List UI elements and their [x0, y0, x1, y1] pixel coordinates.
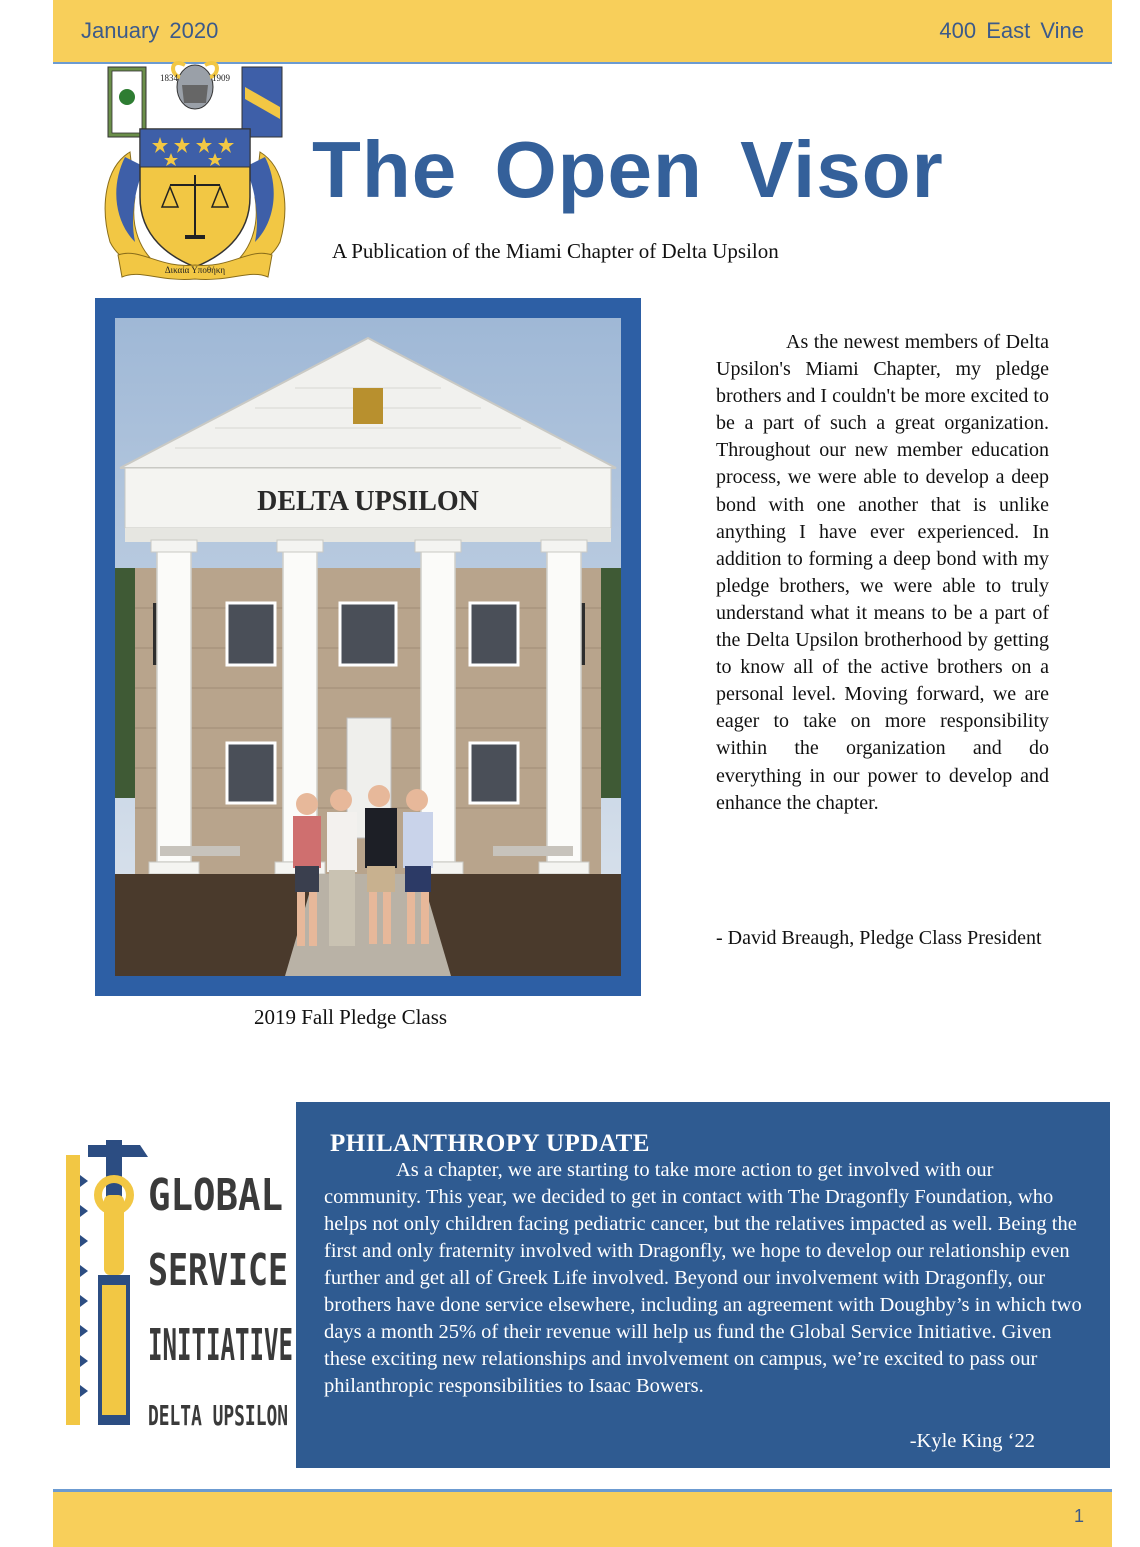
gsi-line-global: GLOBAL [148, 1170, 283, 1221]
page-number: 1 [1073, 1506, 1084, 1526]
delta-upsilon-crest-logo [100, 57, 290, 282]
pledge-class-photo [115, 318, 621, 976]
gsi-line-delta-upsilon: DELTA UPSILON [148, 1399, 288, 1432]
newsletter-subtitle: A Publication of the Miami Chapter of Delta Upsilon [332, 239, 779, 263]
philanthropy-heading: PHILANTHROPY UPDATE [330, 1130, 650, 1157]
crest-year-left: 1834 [160, 73, 178, 83]
gsi-line-service: SERVICE [148, 1245, 288, 1296]
page-footer [53, 1489, 1112, 1547]
philanthropy-signature: -Kyle King ‘22 [909, 1430, 1035, 1452]
issue-date: January 2020 [81, 18, 219, 43]
gsi-line-initiative: INITIATIVE [148, 1320, 293, 1371]
philanthropy-body: As a chapter, we are starting to take more action to get involved with our community. This year, we decided to get in contact with The Dragonfly Foundation, who helps not only children facing pediatric cancer, but the relatives impacted as well. Being the first and only fraternity involved with Dragonfly, we hope to develop our relationship even further and get all of Greek Life involved. Beyond our involvement with Dragonfly, our brothers have done service elsewhere, including an agreement with Doughby’s in which two days a month 25% of their revenue will help us fund the Global Service Initiative. Given these exciting new relationships and involvement on campus, we’re excited to pass our philanthropic responsibilities to Isaac Bowers. [324, 1159, 1082, 1397]
pledge-article-author: - David Breaugh, Pledge Class President [716, 927, 1042, 949]
crest-motto: Δικαία Υποθήκη [164, 265, 226, 275]
house-sign-text: DELTA UPSILON [257, 486, 479, 517]
philanthropy-box [296, 1102, 1110, 1468]
chapter-address: 400 East Vine [939, 18, 1084, 43]
crest-year-right: 1909 [212, 73, 230, 83]
pledge-article [716, 329, 1049, 817]
newsletter-title: The Open Visor [312, 125, 944, 214]
global-service-initiative-logo [58, 1135, 294, 1445]
pledge-class-photo-frame [95, 298, 641, 996]
photo-caption: 2019 Fall Pledge Class [254, 1005, 448, 1029]
philanthropy-text [324, 1157, 1084, 1400]
pledge-article-body: As the newest members of Delta Upsilon's Miami Chapter, my pledge brothers and I couldn't be more excited to be a part of such a great organization. Throughout our new member education process, we were able to develop a deep bond with one another that is unlike anything I have ever experienced. In addition to forming a deep bond with my pledge brothers, we were able to truly understand what it means to be a part of the Delta Upsilon brotherhood by getting to know all of the active brothers on a personal level. Moving forward, we are eager to take on more responsibility within the organization and do everything in our power to develop and enhance the chapter. [716, 331, 1049, 814]
page-header [53, 0, 1112, 64]
